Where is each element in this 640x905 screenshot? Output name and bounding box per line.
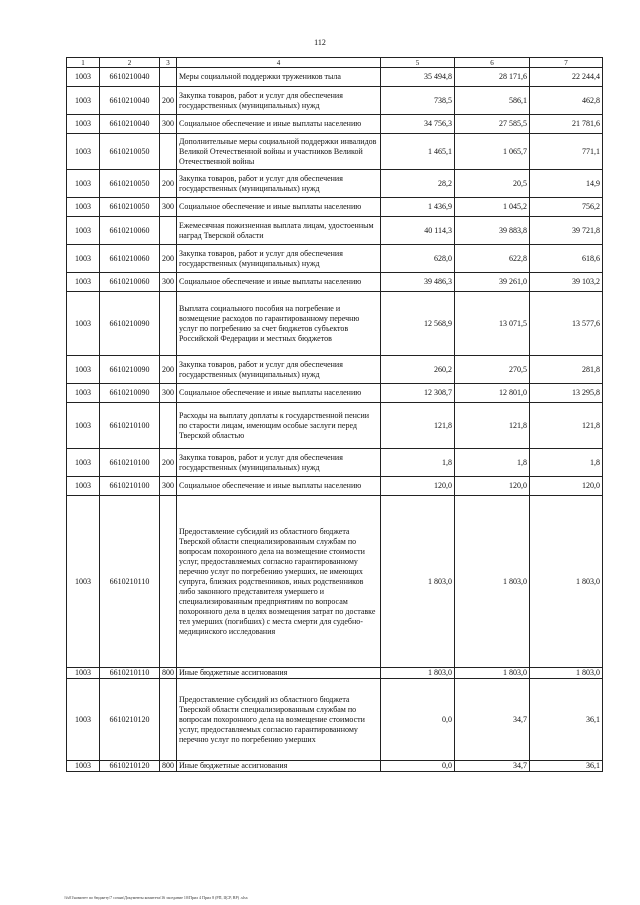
description-cell: Социальное обеспечение и иные выплаты населению xyxy=(177,477,381,496)
table-row xyxy=(67,356,603,384)
table-row xyxy=(67,403,603,449)
amount-year3-cell: 39 721,8 xyxy=(530,217,603,245)
header-row xyxy=(67,58,603,68)
amount-year2-cell: 34,7 xyxy=(455,679,530,761)
target-article-cell: 6610210050 xyxy=(100,170,160,198)
description-cell: Закупка товаров, работ и услуг для обеспечения государственных (муниципальных) нужд xyxy=(177,449,381,477)
section-code-cell: 1003 xyxy=(67,668,100,679)
description-cell: Предоставление субсидий из областного бюджета Тверской области специализированным службам по вопросам похоронного дела на возмещение стоимости услуг, предоставляемых согласно гарантированному перечню услуг по погребению умерших xyxy=(177,679,381,761)
amount-year1-cell: 1 436,9 xyxy=(381,198,455,217)
amount-year1-cell: 738,5 xyxy=(381,87,455,115)
section-code-cell: 1003 xyxy=(67,273,100,292)
section-code-cell: 1003 xyxy=(67,496,100,668)
section-code-cell: 1003 xyxy=(67,477,100,496)
amount-year3-cell: 36,1 xyxy=(530,679,603,761)
amount-year1-cell: 35 494,8 xyxy=(381,68,455,87)
amount-year1-cell: 1 803,0 xyxy=(381,668,455,679)
amount-year1-cell: 12 308,7 xyxy=(381,384,455,403)
description-cell: Ежемесячная пожизненная выплата лицам, удостоенным наград Тверской области xyxy=(177,217,381,245)
column-header: 7 xyxy=(530,58,603,68)
amount-year1-cell: 120,0 xyxy=(381,477,455,496)
description-cell: Социальное обеспечение и иные выплаты населению xyxy=(177,273,381,292)
expense-type-cell: 200 xyxy=(160,87,177,115)
amount-year3-cell: 120,0 xyxy=(530,477,603,496)
description-cell: Социальное обеспечение и иные выплаты населению xyxy=(177,384,381,403)
amount-year3-cell: 13 295,8 xyxy=(530,384,603,403)
target-article-cell: 6610210050 xyxy=(100,134,160,170)
table-row xyxy=(67,217,603,245)
amount-year2-cell: 39 883,8 xyxy=(455,217,530,245)
section-code-cell: 1003 xyxy=(67,292,100,356)
table-row xyxy=(67,115,603,134)
table-row xyxy=(67,292,603,356)
target-article-cell: 6610210100 xyxy=(100,477,160,496)
target-article-cell: 6610210040 xyxy=(100,87,160,115)
description-cell: Иные бюджетные ассигнования xyxy=(177,668,381,679)
amount-year1-cell: 1 465,1 xyxy=(381,134,455,170)
amount-year1-cell: 40 114,3 xyxy=(381,217,455,245)
amount-year1-cell: 1 803,0 xyxy=(381,496,455,668)
amount-year3-cell: 36,1 xyxy=(530,761,603,772)
amount-year3-cell: 1,8 xyxy=(530,449,603,477)
table-row xyxy=(67,170,603,198)
amount-year1-cell: 121,8 xyxy=(381,403,455,449)
expense-type-cell: 200 xyxy=(160,245,177,273)
amount-year2-cell: 1 045,2 xyxy=(455,198,530,217)
section-code-cell: 1003 xyxy=(67,356,100,384)
column-header: 3 xyxy=(160,58,177,68)
amount-year1-cell: 0,0 xyxy=(381,679,455,761)
target-article-cell: 6610210050 xyxy=(100,198,160,217)
target-article-cell: 6610210060 xyxy=(100,217,160,245)
target-article-cell: 6610210090 xyxy=(100,356,160,384)
amount-year1-cell: 1,8 xyxy=(381,449,455,477)
table-row xyxy=(67,761,603,772)
expense-type-cell: 200 xyxy=(160,356,177,384)
section-code-cell: 1003 xyxy=(67,170,100,198)
description-cell: Дополнительные меры социальной поддержки инвалидов Великой Отечественной войны и участников Великой Отечественной войны xyxy=(177,134,381,170)
amount-year2-cell: 622,8 xyxy=(455,245,530,273)
amount-year2-cell: 34,7 xyxy=(455,761,530,772)
table-row xyxy=(67,245,603,273)
table-row xyxy=(67,668,603,679)
amount-year2-cell: 20,5 xyxy=(455,170,530,198)
expense-type-cell: 800 xyxy=(160,668,177,679)
amount-year1-cell: 260,2 xyxy=(381,356,455,384)
section-code-cell: 1003 xyxy=(67,134,100,170)
amount-year2-cell: 120,0 xyxy=(455,477,530,496)
amount-year2-cell: 28 171,6 xyxy=(455,68,530,87)
expense-type-cell: 300 xyxy=(160,273,177,292)
amount-year2-cell: 586,1 xyxy=(455,87,530,115)
expense-type-cell xyxy=(160,679,177,761)
amount-year1-cell: 12 568,9 xyxy=(381,292,455,356)
amount-year1-cell: 28,2 xyxy=(381,170,455,198)
budget-table xyxy=(66,57,603,772)
amount-year2-cell: 39 261,0 xyxy=(455,273,530,292)
table-row xyxy=(67,134,603,170)
description-cell: Социальное обеспечение и иные выплаты населению xyxy=(177,198,381,217)
amount-year1-cell: 628,0 xyxy=(381,245,455,273)
amount-year2-cell: 1 803,0 xyxy=(455,496,530,668)
section-code-cell: 1003 xyxy=(67,115,100,134)
table-row xyxy=(67,477,603,496)
section-code-cell: 1003 xyxy=(67,449,100,477)
description-cell: Закупка товаров, работ и услуг для обеспечения государственных (муниципальных) нужд xyxy=(177,245,381,273)
table-row xyxy=(67,68,603,87)
amount-year2-cell: 12 801,0 xyxy=(455,384,530,403)
expense-type-cell xyxy=(160,217,177,245)
table-row xyxy=(67,449,603,477)
table-row xyxy=(67,273,603,292)
amount-year3-cell: 1 803,0 xyxy=(530,496,603,668)
target-article-cell: 6610210110 xyxy=(100,668,160,679)
amount-year3-cell: 39 103,2 xyxy=(530,273,603,292)
section-code-cell: 1003 xyxy=(67,245,100,273)
section-code-cell: 1003 xyxy=(67,384,100,403)
description-cell: Меры социальной поддержки тружеников тыла xyxy=(177,68,381,87)
amount-year1-cell: 39 486,3 xyxy=(381,273,455,292)
target-article-cell: 6610210090 xyxy=(100,292,160,356)
amount-year2-cell: 121,8 xyxy=(455,403,530,449)
target-article-cell: 6610210120 xyxy=(100,679,160,761)
target-article-cell: 6610210060 xyxy=(100,273,160,292)
section-code-cell: 1003 xyxy=(67,679,100,761)
target-article-cell: 6610210110 xyxy=(100,496,160,668)
target-article-cell: 6610210100 xyxy=(100,449,160,477)
amount-year3-cell: 22 244,4 xyxy=(530,68,603,87)
column-header: 4 xyxy=(177,58,381,68)
expense-type-cell: 200 xyxy=(160,449,177,477)
description-cell: Закупка товаров, работ и услуг для обеспечения государственных (муниципальных) нужд xyxy=(177,170,381,198)
description-cell: Закупка товаров, работ и услуг для обеспечения государственных (муниципальных) нужд xyxy=(177,87,381,115)
description-cell: Иные бюджетные ассигнования xyxy=(177,761,381,772)
table-row xyxy=(67,679,603,761)
amount-year3-cell: 618,6 xyxy=(530,245,603,273)
expense-type-cell xyxy=(160,403,177,449)
column-header: 1 xyxy=(67,58,100,68)
page-number: 112 xyxy=(314,38,326,47)
amount-year2-cell: 1 065,7 xyxy=(455,134,530,170)
column-header: 5 xyxy=(381,58,455,68)
section-code-cell: 1003 xyxy=(67,761,100,772)
expense-type-cell: 800 xyxy=(160,761,177,772)
expense-type-cell xyxy=(160,68,177,87)
description-cell: Социальное обеспечение и иные выплаты населению xyxy=(177,115,381,134)
amount-year3-cell: 1 803,0 xyxy=(530,668,603,679)
amount-year3-cell: 14,9 xyxy=(530,170,603,198)
amount-year2-cell: 1 803,0 xyxy=(455,668,530,679)
amount-year3-cell: 21 781,6 xyxy=(530,115,603,134)
expense-type-cell: 300 xyxy=(160,198,177,217)
target-article-cell: 6610210040 xyxy=(100,115,160,134)
section-code-cell: 1003 xyxy=(67,217,100,245)
amount-year3-cell: 121,8 xyxy=(530,403,603,449)
target-article-cell: 6610210120 xyxy=(100,761,160,772)
amount-year2-cell: 13 071,5 xyxy=(455,292,530,356)
amount-year3-cell: 462,8 xyxy=(530,87,603,115)
amount-year3-cell: 771,1 xyxy=(530,134,603,170)
column-header: 2 xyxy=(100,58,160,68)
expense-type-cell: 300 xyxy=(160,477,177,496)
amount-year2-cell: 27 585,5 xyxy=(455,115,530,134)
amount-year1-cell: 0,0 xyxy=(381,761,455,772)
description-cell: Выплата социального пособия на погребение и возмещение расходов по гарантированному перечню услуг по погребению за счет бюджетов субъектов Российской Федерации и местных бюджетов xyxy=(177,292,381,356)
column-header: 6 xyxy=(455,58,530,68)
amount-year3-cell: 13 577,6 xyxy=(530,292,603,356)
description-cell: Предоставление субсидий из областного бюджета Тверской области специализированным службам по вопросам похоронного дела на возмещение стоимости услуг, предоставляемых согласно гарантированному перечню услуг по погребению умерших, не имеющих супруга, близких родственников, иных родственников либо законного представителя умершего и специализированным предприятиям по вопросам похоронного дела в целях возмещения затрат по доставке тел умерших (погибших) с места смерти для судебно-медицинского исследования xyxy=(177,496,381,668)
expense-type-cell xyxy=(160,496,177,668)
amount-year1-cell: 34 756,3 xyxy=(381,115,455,134)
section-code-cell: 1003 xyxy=(67,68,100,87)
expense-type-cell: 300 xyxy=(160,115,177,134)
table-row xyxy=(67,198,603,217)
target-article-cell: 6610210090 xyxy=(100,384,160,403)
expense-type-cell: 200 xyxy=(160,170,177,198)
target-article-cell: 6610210040 xyxy=(100,68,160,87)
table-row xyxy=(67,384,603,403)
table-row xyxy=(67,87,603,115)
expense-type-cell xyxy=(160,292,177,356)
target-article-cell: 6610210060 xyxy=(100,245,160,273)
section-code-cell: 1003 xyxy=(67,403,100,449)
table-row xyxy=(67,496,603,668)
file-path-footer: \\fs01\комитет по бюджету\7 созыв\Документы комитета\16 заседание 10\Прил 4 Прил 8 (РП, ЦСР, ВР) .xlsx xyxy=(64,895,248,900)
expense-type-cell: 300 xyxy=(160,384,177,403)
target-article-cell: 6610210100 xyxy=(100,403,160,449)
amount-year3-cell: 756,2 xyxy=(530,198,603,217)
amount-year2-cell: 270,5 xyxy=(455,356,530,384)
expense-type-cell xyxy=(160,134,177,170)
description-cell: Расходы на выплату доплаты к государственной пенсии по старости лицам, имеющим особые заслуги перед Тверской областью xyxy=(177,403,381,449)
description-cell: Закупка товаров, работ и услуг для обеспечения государственных (муниципальных) нужд xyxy=(177,356,381,384)
amount-year2-cell: 1,8 xyxy=(455,449,530,477)
amount-year3-cell: 281,8 xyxy=(530,356,603,384)
section-code-cell: 1003 xyxy=(67,198,100,217)
section-code-cell: 1003 xyxy=(67,87,100,115)
